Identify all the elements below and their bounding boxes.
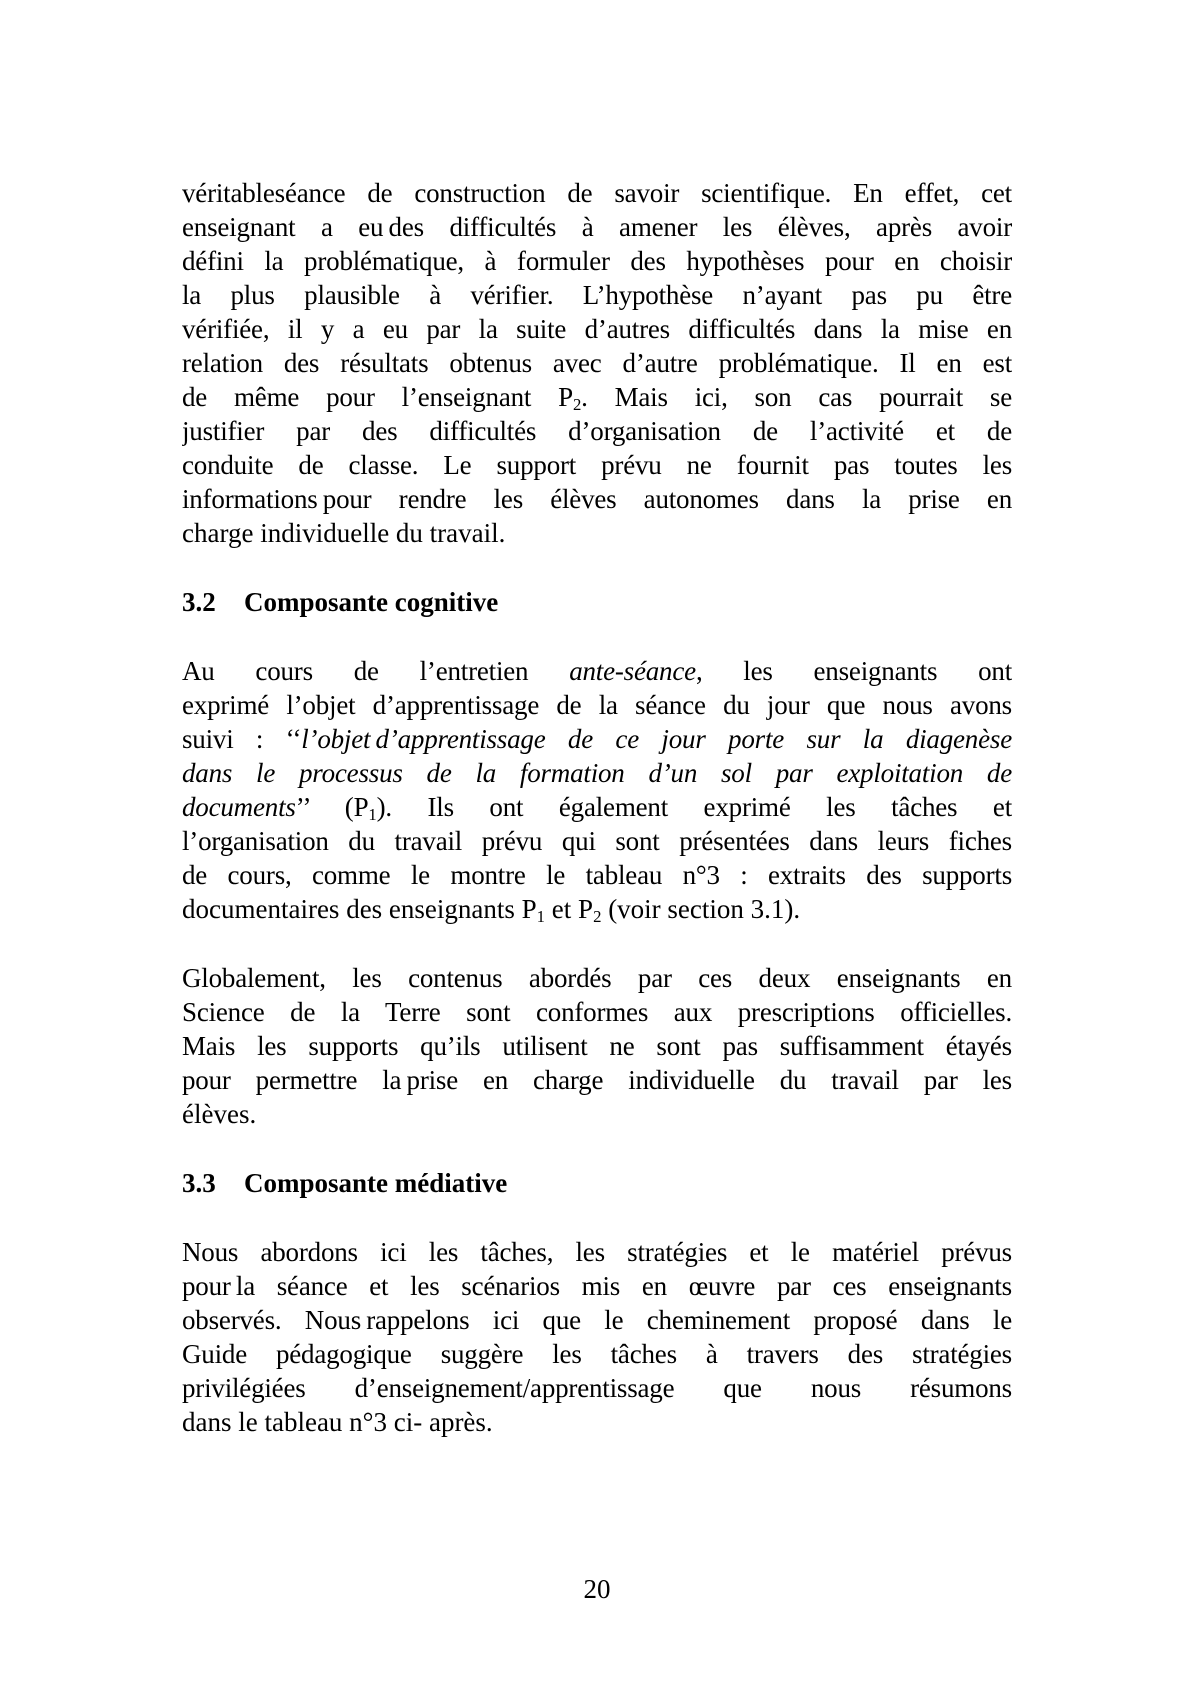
text-line (182, 1097, 1012, 1131)
text-run: documentaires des enseignants P (182, 894, 537, 924)
page-body (182, 176, 1012, 1439)
text-run: conduite de classe. Le support prévu ne fournit pas toutes les (182, 450, 1012, 480)
text-line (182, 346, 1012, 380)
section-heading-3.3 (182, 1166, 1012, 1200)
text-run: pour permettre la prise en charge individuelle du travail par les (182, 1065, 1012, 1095)
text-run: Globalement, les contenus abordés par ces deux enseignants en (182, 963, 1012, 993)
subscript-text: 1 (536, 906, 546, 926)
section-title: Composante médiative (244, 1168, 508, 1198)
text-run: ). Ils ont également exprimé les tâches et (376, 792, 1012, 822)
text-run: relation des résultats obtenus avec d’autre problématique. Il en est (182, 348, 1012, 378)
italic-text: documents (182, 792, 296, 822)
text-run: . Mais ici, son cas pourrait se (581, 382, 1012, 412)
section-heading-3.2 (182, 585, 1012, 619)
paragraph-6 (182, 1235, 1012, 1439)
italic-text: ante-séance (569, 656, 696, 686)
section-number: 3.3 (182, 1168, 216, 1198)
text-line (182, 892, 1012, 926)
text-line (182, 1235, 1012, 1269)
paragraph-4 (182, 961, 1012, 1131)
text-line (182, 380, 1012, 414)
text-run: véritableséance de construction de savoir scientifique. En effet, cet (182, 178, 1012, 208)
subscript-text: 2 (572, 394, 582, 414)
text-line (182, 1029, 1012, 1063)
text-line (182, 1337, 1012, 1371)
text-line (182, 1371, 1012, 1405)
text-line (182, 790, 1012, 824)
text-line (182, 278, 1012, 312)
text-run: justifier par des difficultés d’organisation de l’activité et de (182, 416, 1012, 446)
text-run: l’organisation du travail prévu qui sont présentées dans leurs fiches (182, 826, 1012, 856)
text-line (182, 1063, 1012, 1097)
text-run: , les enseignants ont (695, 656, 1012, 686)
text-line (182, 312, 1012, 346)
text-run: Au cours de l’entretien (182, 656, 570, 686)
text-run: la plus plausible à vérifier. L’hypothèse n’ayant pas pu être (182, 280, 1012, 310)
text-run: Nous abordons ici les tâches, les stratégies et le matériel prévus (182, 1237, 1012, 1267)
text-line (182, 1405, 1012, 1439)
text-line (182, 654, 1012, 688)
text-line (182, 482, 1012, 516)
italic-text: l’objet d’apprentissage de ce jour porte sur la diagenèse (301, 724, 1012, 754)
subscript-text: 2 (593, 906, 602, 926)
text-line (182, 858, 1012, 892)
text-line (182, 722, 1012, 756)
page-number: 20 (583, 1574, 611, 1604)
text-line (182, 961, 1012, 995)
text-line (182, 516, 1012, 550)
text-run: privilégiées d’enseignement/apprentissage que nous résumons (182, 1373, 1012, 1403)
text-line (182, 756, 1012, 790)
text-line (182, 210, 1012, 244)
italic-text: dans le processus de la formation d’un sol par exploitation de (182, 758, 1012, 788)
text-run: Science de la Terre sont conformes aux prescriptions officielles. (182, 997, 1012, 1027)
text-run: informations pour rendre les élèves autonomes dans la prise en (182, 484, 1012, 514)
text-run: dans le tableau n°3 ci- après. (182, 1407, 493, 1437)
text-run: défini la problématique, à formuler des hypothèses pour en choisir (182, 246, 1012, 276)
text-run: de cours, comme le montre le tableau n°3 : extraits des supports (182, 860, 1012, 890)
text-run: vérifiée, il y a eu par la suite d’autres difficultés dans la mise en (182, 314, 1012, 344)
text-run: de même pour l’enseignant P (182, 382, 573, 412)
text-line (182, 995, 1012, 1029)
text-run: pour la séance et les scénarios mis en œuvre par ces enseignants (182, 1271, 1012, 1301)
subscript-text: 1 (368, 804, 377, 824)
text-run: élèves. (182, 1099, 257, 1129)
text-line (182, 448, 1012, 482)
text-run: suivi : ‘‘ (182, 724, 302, 754)
paragraph-1 (182, 176, 1012, 550)
text-line (182, 1269, 1012, 1303)
paragraph-3 (182, 654, 1012, 926)
text-run: (voir section 3.1). (601, 894, 801, 924)
text-line (182, 244, 1012, 278)
text-line (182, 176, 1012, 210)
text-line (182, 688, 1012, 722)
section-title: Composante cognitive (244, 587, 499, 617)
text-run: charge individuelle du travail. (182, 518, 506, 548)
section-number: 3.2 (182, 587, 216, 617)
text-run: ’’ (P (295, 792, 369, 822)
text-run: Guide pédagogique suggère les tâches à travers des stratégies (182, 1339, 1012, 1369)
text-line (182, 414, 1012, 448)
text-run: et P (545, 894, 594, 924)
text-line (182, 824, 1012, 858)
text-line (182, 1303, 1012, 1337)
text-run: Mais les supports qu’ils utilisent ne sont pas suffisamment étayés (182, 1031, 1012, 1061)
text-run: exprimé l’objet d’apprentissage de la séance du jour que nous avons (182, 690, 1012, 720)
text-run: observés. Nous rappelons ici que le cheminement proposé dans le (182, 1305, 1012, 1335)
text-run: enseignant a eu des difficultés à amener les élèves, après avoir (182, 212, 1012, 242)
